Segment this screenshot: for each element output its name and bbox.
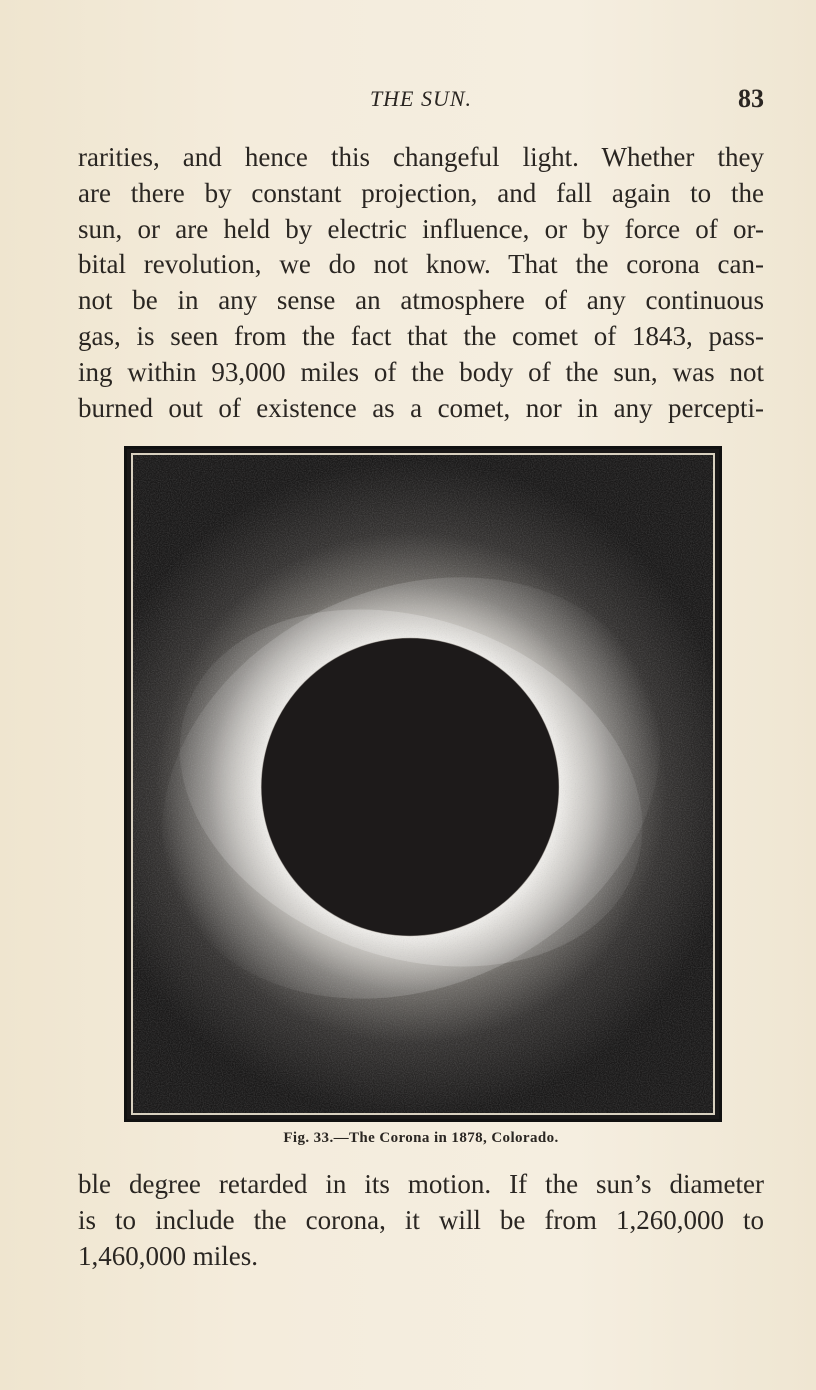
text-line: are there by constant projection, and fall again to the — [78, 177, 764, 208]
text-line: ing within 93,000 miles of the body of the sun, was not — [78, 356, 764, 387]
text-line: gas, is seen from the fact that the comet of 1843, pass- — [78, 320, 764, 351]
text-line: 1,460,000 miles. — [78, 1240, 258, 1271]
text-line: sun, or are held by electric influence, or by force of or- — [78, 213, 764, 244]
figure-caption: Fig. 33.—The Corona in 1878, Colorado. — [283, 1130, 559, 1146]
moon-disk — [261, 638, 559, 936]
running-title: THE SUN. — [369, 86, 473, 111]
text-line: not be in any sense an atmosphere of any continuous — [78, 285, 764, 316]
text-line: bital revolution, we do not know. That the corona can- — [78, 249, 764, 280]
text-line: rarities, and hence this changeful light. Whether they — [78, 142, 764, 172]
corona-illustration — [124, 446, 722, 1122]
text-line: is to include the corona, it will be from 1,260,000 to — [78, 1204, 764, 1235]
page-number: 83 — [738, 84, 764, 113]
body-text-bottom — [78, 1167, 764, 1274]
text-line: burned out of existence as a comet, nor in any percepti- — [78, 392, 764, 423]
illustration-frame — [131, 453, 715, 1115]
corona-engraving — [133, 455, 713, 1113]
text-line: ble degree retarded in its motion. If the sun’s diameter — [78, 1169, 764, 1199]
running-head — [78, 86, 764, 116]
body-text-top — [78, 140, 764, 426]
